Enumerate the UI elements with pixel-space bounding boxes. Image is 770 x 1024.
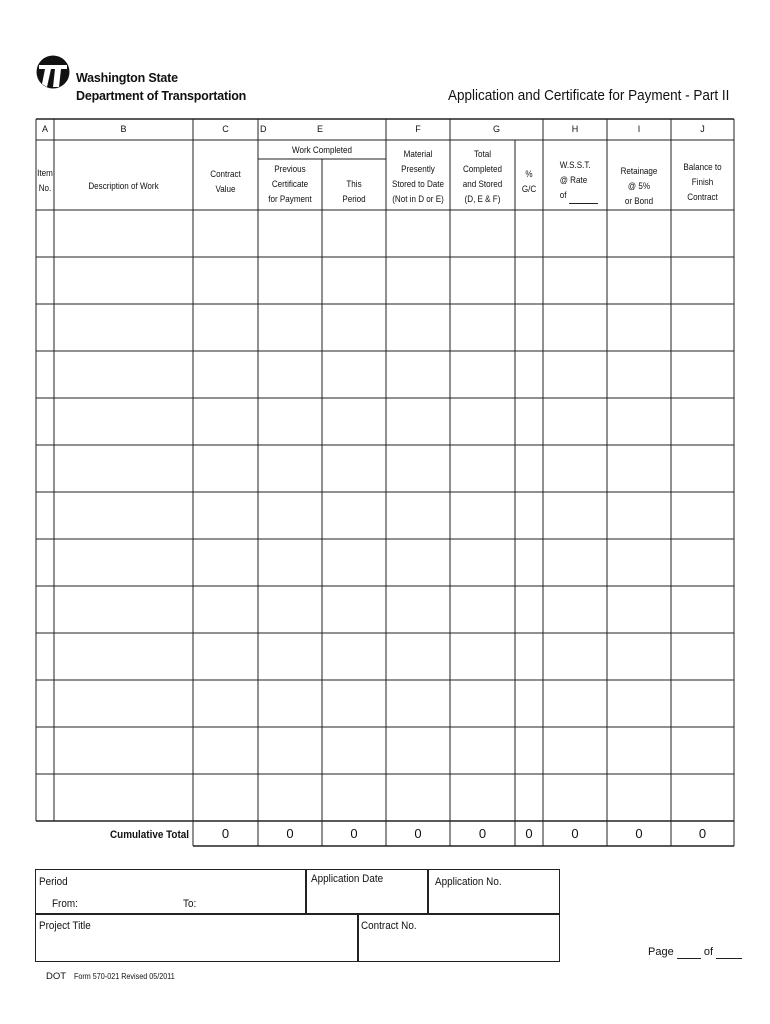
total-balance: 0 (698, 826, 707, 841)
total-retainage: 0 (635, 826, 643, 841)
total-completed-stored: 0 (478, 826, 487, 841)
header-balance: Balance to Finish Contract (683, 162, 722, 203)
total-material-stored: 0 (414, 826, 422, 841)
wsst-rate-blank[interactable] (569, 188, 598, 204)
page-total-blank[interactable] (716, 946, 742, 959)
col-letter-b: B (120, 124, 127, 134)
period-label: Period (39, 876, 68, 888)
col-letter-h: H (571, 124, 579, 134)
project-title-label: Project Title (39, 920, 91, 932)
form-footer (46, 971, 186, 982)
col-letter-f: F (415, 124, 421, 134)
total-wsst: 0 (571, 826, 579, 841)
page-number-blank[interactable] (677, 946, 701, 959)
total-this-period: 0 (350, 826, 358, 841)
header-item-no: Item No. (37, 168, 53, 194)
page-counter (648, 946, 742, 959)
application-no-label: Application No. (435, 876, 502, 888)
header-description: Description of Work (88, 181, 159, 192)
header-this-period: This Period (342, 179, 366, 205)
header-material-stored: Material Presently Stored to Date (Not in D or E) (391, 149, 445, 205)
total-previous-certificate: 0 (286, 826, 294, 841)
header-wsst: W.S.S.T. @ Rate of (548, 158, 602, 204)
header-work-completed: Work Completed (291, 145, 352, 156)
header-previous-certificate: Previous Certificate for Payment (268, 164, 312, 205)
header-retainage: Retainage @ 5% or Bond (620, 166, 658, 207)
period-from-label: From: (52, 898, 78, 910)
col-letter-a: A (41, 124, 48, 134)
application-date-label: Application Date (311, 873, 384, 885)
col-letter-j: J (700, 124, 705, 134)
page-of-label: of (703, 946, 714, 958)
contract-no-label: Contract No. (361, 920, 417, 932)
col-letter-e: E (316, 124, 323, 134)
org-name-line1: Washington State (76, 71, 178, 85)
period-to-label: To: (183, 898, 197, 910)
total-percent-gc: 0 (525, 826, 533, 841)
footer-form-info: Form 570-021 Revised 05/2011 (73, 972, 175, 981)
header-total-completed: Total Completed and Stored (D, E & F) (462, 149, 503, 205)
col-letter-g: G (492, 124, 500, 134)
org-name-line2: Department of Transportation (76, 89, 247, 103)
cumulative-total-label: Cumulative Total (110, 829, 190, 841)
header-contract-value: Contract Value (210, 169, 241, 195)
col-letter-i: I (637, 124, 641, 134)
total-contract-value: 0 (221, 826, 230, 841)
page-label: Page (648, 946, 674, 958)
header-percent-gc: % G/C (521, 169, 537, 195)
col-letter-d: D (260, 124, 267, 134)
footer-dot: DOT (46, 971, 67, 982)
form-title: Application and Certificate for Payment - Part II (448, 87, 730, 104)
col-letter-c: C (222, 124, 229, 134)
